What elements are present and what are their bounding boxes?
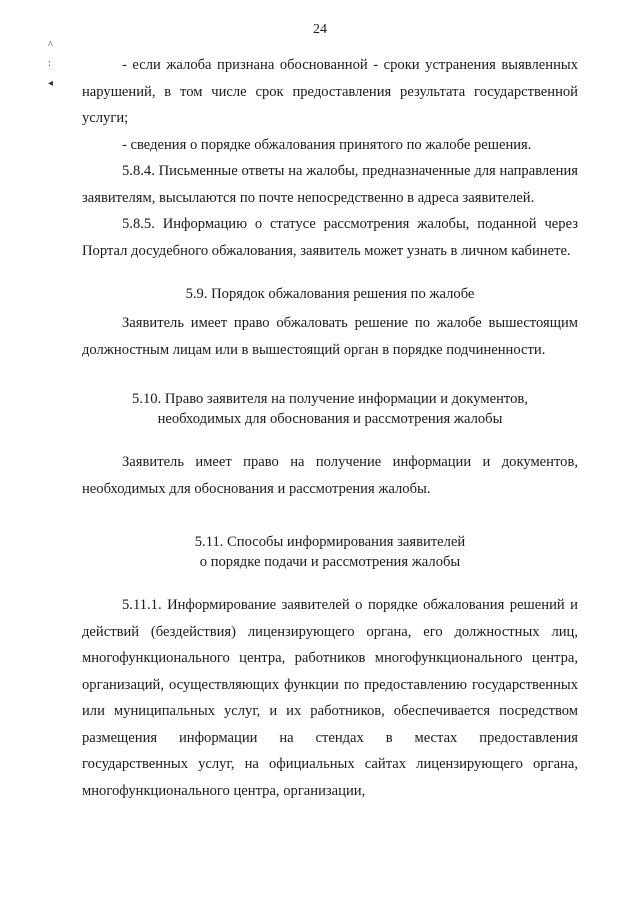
- margin-marks: [48, 40, 62, 90]
- paragraph-5-8-4: 5.8.4. Письменные ответы на жалобы, предназначенные для направления заявителям, высылаются по почте непосредственно в адреса заявителей.: [82, 163, 578, 206]
- margin-mark: ◂: [48, 78, 54, 89]
- paragraph-5-8-5: 5.8.5. Информацию о статусе рассмотрения жалобы, поданной через Портал досудебного обжалования, заявитель может узнать в личном кабинете.: [82, 216, 578, 259]
- document-body: [82, 52, 578, 804]
- paragraph-complaint-justified: - если жалоба признана обоснованной - сроки устранения выявленных нарушений, в том числе срок предоставления результата государственной услуги;: [82, 57, 578, 126]
- margin-mark: ^: [48, 40, 53, 51]
- margin-mark: :: [48, 58, 51, 69]
- heading-line: необходимых для обоснования и рассмотрения жалобы: [157, 411, 503, 427]
- paragraph-5-11-1: 5.11.1. Информирование заявителей о порядке обжалования решений и действий (бездействия) лицензирующего органа, его должностных лиц, многофункционального центра, работников многофункционального центра, организаций, осуществляющих функции по предоставлению государственных или муниципальных услуг, и их работников, обеспечивается посредством размещения информации на стендах в местах предоставления государственных услуг, на официальных сайтах лицензирующего органа, многофункционального центра, организации,: [82, 597, 578, 799]
- page-number: 24: [313, 22, 327, 37]
- paragraph-5-10: Заявитель имеет право на получение информации и документов, необходимых для обоснования и рассмотрения жалобы.: [82, 454, 578, 497]
- heading-line: 5.10. Право заявителя на получение информации и документов,: [132, 391, 528, 407]
- heading-line: 5.11. Способы информирования заявителей: [194, 534, 466, 550]
- section-heading-5-10: [82, 389, 578, 429]
- section-heading-5-11: [82, 532, 578, 572]
- paragraph-5-9: Заявитель имеет право обжаловать решение по жалобе вышестоящим должностным лицам или в вышестоящий орган в порядке подчиненности.: [82, 315, 578, 358]
- heading-line: о порядке подачи и рассмотрения жалобы: [199, 554, 461, 570]
- section-heading-5-9: 5.9. Порядок обжалования решения по жалобе: [185, 286, 475, 302]
- paragraph-appeal-info: - сведения о порядке обжалования принятого по жалобе решения.: [122, 136, 532, 153]
